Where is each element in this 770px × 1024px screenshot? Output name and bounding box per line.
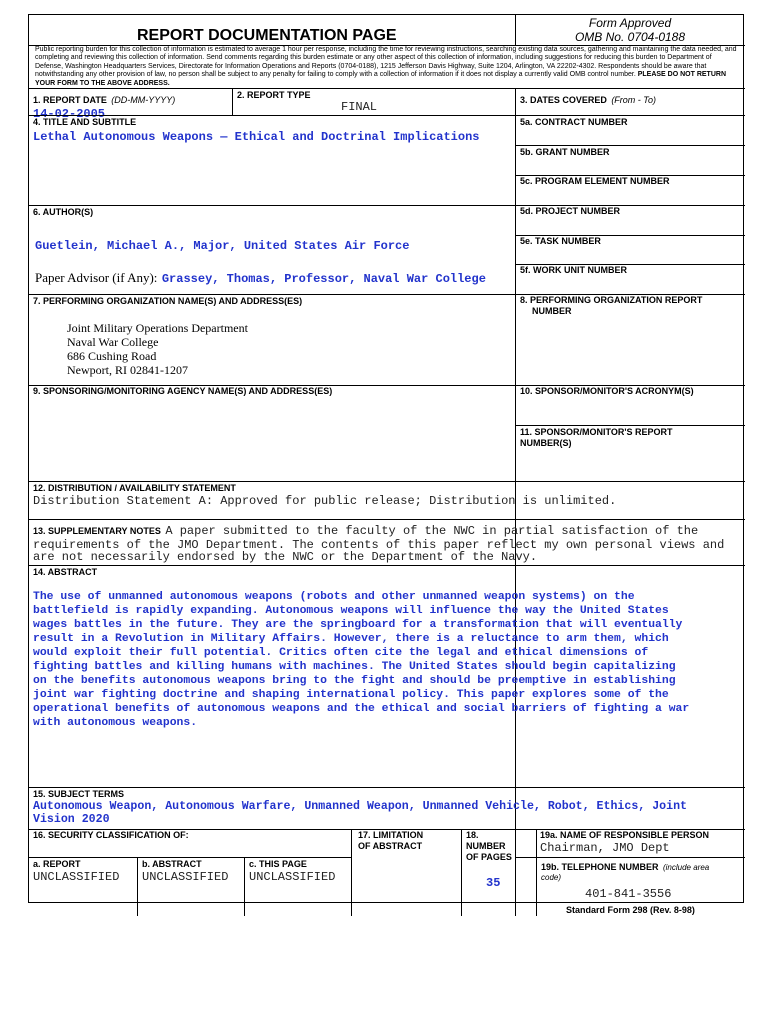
distribution-label: 12. DISTRIBUTION / AVAILABILITY STATEMENT	[33, 483, 236, 493]
report-class-value: UNCLASSIFIED	[33, 870, 120, 884]
report-type-label: 2. REPORT TYPE	[237, 90, 311, 100]
report-documentation-form	[28, 14, 744, 903]
field-contract-number: 5a. CONTRACT NUMBER	[520, 117, 628, 127]
burden-statement	[35, 46, 739, 88]
abstract-line: The use of unmanned autonomous weapons (robots and other unmanned weapon systems) on the	[33, 591, 635, 603]
advisor-name: Grassey, Thomas, Professor, Naval War College	[161, 272, 486, 286]
telephone-label: 19b. TELEPHONE NUMBER	[541, 862, 659, 872]
field-abstract	[29, 565, 745, 787]
form-title	[29, 15, 515, 45]
subject-terms-line: Autonomous Weapon, Autonomous Warfare, Unmanned Weapon, Unmanned Vehicle, Robot, Ethics, Joint	[33, 800, 687, 813]
field-title	[29, 115, 515, 205]
field-authors	[29, 205, 515, 295]
performing-org-label: 7. PERFORMING ORGANIZATION NAME(S) AND ADDRESS(ES)	[33, 296, 303, 306]
performing-org-report-label-2: NUMBER	[532, 306, 572, 316]
omb-box	[516, 15, 744, 45]
report-date-format: (DD-MM-YYYY)	[111, 95, 176, 105]
field-work-unit-number: 5f. WORK UNIT NUMBER	[520, 265, 627, 275]
form-footer: Standard Form 298 (Rev. 8-98)	[566, 905, 695, 915]
number-of-pages-label: 18. NUMBER	[466, 830, 506, 851]
burden-bold: PLEASE DO NOT RETURN YOUR FORM TO THE ABOVE ADDRESS.	[35, 71, 727, 87]
field-sponsor-acronym: 10. SPONSOR/MONITOR'S ACRONYM(S)	[520, 386, 694, 396]
field-sponsoring-agency: 9. SPONSORING/MONITORING AGENCY NAME(S) AND ADDRESS(ES)	[33, 386, 333, 396]
address-line: Naval War College	[67, 335, 159, 349]
form-approved: Form Approved	[588, 16, 672, 30]
field-task-number: 5e. TASK NUMBER	[520, 236, 601, 246]
field-this-page-classification	[245, 859, 351, 884]
authors-label: 6. AUTHOR(S)	[33, 207, 94, 217]
responsible-person-value: Chairman, JMO Dept	[540, 841, 670, 855]
responsible-person-label: 19a. NAME OF RESPONSIBLE PERSON	[540, 830, 710, 840]
this-page-class-label: c. THIS PAGE	[249, 859, 307, 869]
field-sponsor-report-number	[516, 427, 744, 449]
sponsor-report-label-2: NUMBER(S)	[520, 438, 572, 448]
distribution-value: Distribution Statement A: Approved for public release; Distribution is unlimited.	[33, 494, 617, 508]
field-report-classification	[29, 859, 137, 884]
telephone-hint: (include area	[662, 863, 710, 872]
address-line: Newport, RI 02841-1207	[67, 363, 188, 377]
number-of-pages-label-2: OF PAGES	[466, 852, 512, 862]
report-class-label: a. REPORT	[33, 859, 81, 869]
dates-covered-format: (From - To)	[611, 95, 656, 105]
number-of-pages-value: 35	[486, 876, 501, 890]
field-distribution	[29, 481, 745, 519]
abstract-class-label: b. ABSTRACT	[142, 859, 202, 869]
field-performing-org	[29, 294, 515, 385]
abstract-line: joint war fighting doctrine and shaping international policy. This paper explores some of the	[33, 689, 669, 701]
title-label: 4. TITLE AND SUBTITLE	[33, 117, 137, 127]
supplementary-notes-line: A paper submitted to the faculty of the NWC in partial satisfaction of the	[165, 524, 699, 538]
abstract-line: wages battles in the future. They are the springboard for a transformation that will eventually	[33, 619, 683, 631]
field-supplementary-notes	[29, 519, 745, 565]
supplementary-notes-label: 13. SUPPLEMENTARY NOTES	[33, 526, 161, 536]
report-date-value: 14-02-2005	[33, 107, 106, 121]
abstract-line: on the benefits autonomous weapons bring to the fight and should be preemptive in establishing	[33, 675, 676, 687]
limitation-label-2: OF ABSTRACT	[358, 841, 423, 851]
subject-terms-line: Vision 2020	[33, 813, 110, 826]
report-date-label: 1. REPORT DATE	[33, 95, 107, 105]
abstract-line: would exploit their full potential. Critics often cite the legal and ethical dimensions of	[33, 647, 649, 659]
field-telephone	[537, 860, 744, 901]
field-performing-org-report	[516, 295, 744, 317]
this-page-class-value: UNCLASSIFIED	[249, 870, 336, 884]
field-security-classification: 16. SECURITY CLASSIFICATION OF:	[33, 830, 189, 840]
report-type-value: FINAL	[341, 100, 378, 114]
abstract-line: with autonomous weapons.	[33, 717, 198, 729]
field-project-number: 5d. PROJECT NUMBER	[520, 206, 621, 216]
abstract-line: fighting battles and killing humans with machines. The United States should begin capitalizing	[33, 661, 676, 673]
subject-terms-label: 15. SUBJECT TERMS	[33, 789, 125, 799]
form-title-text: REPORT DOCUMENTATION PAGE	[137, 27, 397, 44]
performing-org-report-label: 8. PERFORMING ORGANIZATION REPORT	[520, 295, 703, 305]
abstract-class-value: UNCLASSIFIED	[142, 870, 229, 884]
field-program-element-number: 5c. PROGRAM ELEMENT NUMBER	[520, 176, 670, 186]
field-dates-covered	[516, 88, 744, 115]
telephone-hint-2: code)	[541, 873, 562, 882]
title-value: Lethal Autonomous Weapons — Ethical and Doctrinal Implications	[33, 130, 480, 144]
dates-covered-label: 3. DATES COVERED	[520, 95, 607, 105]
field-abstract-classification	[138, 859, 244, 884]
omb-number: OMB No. 0704-0188	[574, 30, 686, 44]
field-report-date	[29, 88, 232, 121]
burden-text: Public reporting burden for this collection of information is estimated to average 1 hour per response, including the time for reviewing instructions, searching existing data sources, gathering and maintaining the data needed, and completing and reviewing this collection of information. Send comments regarding this burden estimate or any other aspect of this collection of information, including suggestions for reducing this burden to Department of Defense, Washington Headquarters Services, Directorate for Information Operations and Reports (0704-0188), 1215 Jefferson Davis Highway, Suite 1204, Arlington, VA 22202-4302. Respondents should be aware that notwithstanding any other provision of law, no person shall be subject to any penalty for failing to comply with a collection of information if it does not display a currently valid OMB control number.	[35, 46, 737, 79]
telephone-value: 401-841-3556	[585, 887, 672, 901]
limitation-label: 17. LIMITATION	[358, 830, 424, 840]
field-responsible-person	[516, 830, 744, 856]
abstract-line: result in a Revolution in Military Affairs. However, there is a reluctance to arm them, which	[33, 633, 669, 645]
field-subject-terms	[29, 787, 745, 829]
abstract-line: battlefield is rapidly expanding. Autonomous weapons will influence the way the United States	[33, 605, 669, 617]
advisor-prefix: Paper Advisor (if Any):	[35, 270, 158, 285]
supplementary-notes-line: requirements of the JMO Department. The contents of this paper reflect my own personal views and	[33, 538, 725, 552]
address-line: Joint Military Operations Department	[67, 321, 248, 335]
field-grant-number: 5b. GRANT NUMBER	[520, 147, 610, 157]
field-limitation-of-abstract	[352, 830, 460, 852]
address-line: 686 Cushing Road	[67, 349, 157, 363]
field-report-type	[233, 88, 515, 115]
field-number-of-pages	[462, 830, 515, 916]
abstract-label: 14. ABSTRACT	[33, 567, 98, 577]
supplementary-notes-line: are not necessarily endorsed by the NWC or the Department of the Navy.	[33, 550, 538, 564]
author-name: Guetlein, Michael A., Major, United States Air Force	[35, 239, 410, 253]
sponsor-report-label: 11. SPONSOR/MONITOR'S REPORT	[520, 427, 673, 437]
abstract-line: operational benefits of autonomous weapons and the ethical and social barriers of fighting a war	[33, 703, 690, 715]
